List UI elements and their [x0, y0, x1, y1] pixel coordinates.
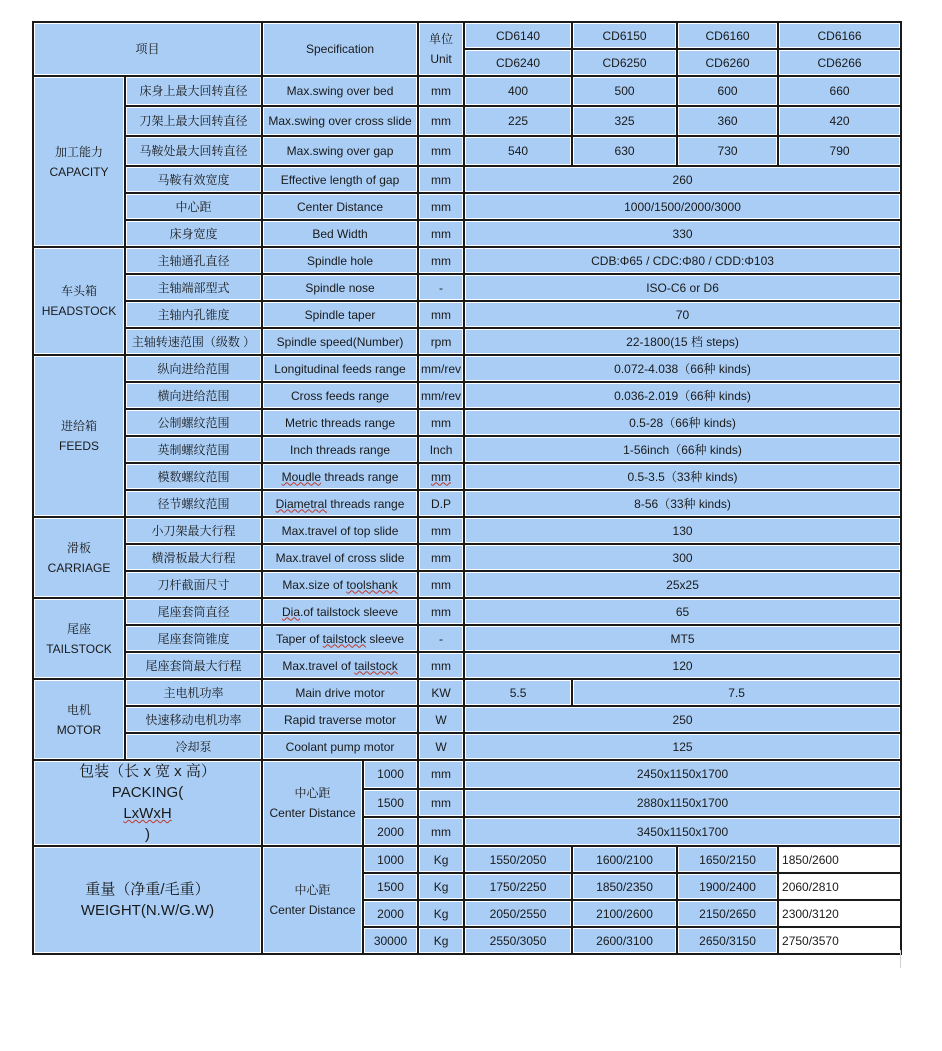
header-unit-en: Unit — [430, 52, 452, 66]
table-row — [33, 409, 901, 436]
value-span: 260 — [464, 166, 901, 193]
row-unit: mm/rev — [418, 382, 464, 409]
row-unit: mm — [418, 789, 464, 818]
section-weight — [33, 846, 262, 954]
header-item: 项目 — [33, 22, 262, 76]
section-feeds — [33, 355, 125, 517]
table-row — [33, 136, 901, 166]
row-en-post: threads range — [327, 496, 405, 511]
section-motor — [33, 679, 125, 760]
model-top: CD6166 — [778, 22, 901, 49]
table-row — [33, 733, 901, 760]
row-en-post: .of tailstock sleeve — [300, 604, 399, 619]
value-cell: 2650/3150 — [677, 927, 778, 954]
value-cell: 1900/2400 — [677, 873, 778, 900]
value-span: 1000/1500/2000/3000 — [464, 193, 901, 220]
row-unit: D.P — [418, 490, 464, 517]
cd-value: 2000 — [363, 900, 418, 927]
table-row — [33, 166, 901, 193]
row-en-wavy: toolshank — [346, 577, 398, 592]
row-unit: Inch — [418, 436, 464, 463]
value-cell: 790 — [778, 136, 901, 166]
value-span: 70 — [464, 301, 901, 328]
value-cell: 2550/3050 — [464, 927, 572, 954]
value-cell: 1550/2050 — [464, 846, 572, 873]
table-row — [33, 625, 901, 652]
table-row — [33, 571, 901, 598]
row-cn: 中心距 — [125, 193, 262, 220]
cd-cn: 中心距 — [294, 786, 331, 800]
row-cn: 小刀架最大行程 — [125, 517, 262, 544]
model-top: CD6160 — [677, 22, 778, 49]
cd-value: 1000 — [363, 846, 418, 873]
value-cell: 540 — [464, 136, 572, 166]
row-unit: mm — [418, 544, 464, 571]
row-en: Max.travel of cross slide — [262, 544, 418, 571]
section-cn: 包装（长 x 宽 x 高） — [79, 763, 216, 780]
table-row — [33, 301, 901, 328]
table-row — [33, 436, 901, 463]
row-en: Center Distance — [262, 193, 418, 220]
row-en-wavy: Moudle — [281, 469, 321, 484]
header-row — [33, 22, 901, 49]
section-en: CARRIAGE — [47, 560, 111, 575]
row-en: Cross feeds range — [262, 382, 418, 409]
row-unit: mm — [418, 166, 464, 193]
row-cn: 主轴通孔直径 — [125, 247, 262, 274]
row-en-pre: Max.travel of — [282, 658, 355, 673]
table-row — [33, 328, 901, 355]
value-span: 8-56（33种 kinds) — [464, 490, 901, 517]
spec-table — [32, 21, 902, 955]
value-cell: 500 — [572, 76, 677, 106]
row-unit: mm — [418, 652, 464, 679]
row-unit: Kg — [418, 927, 464, 954]
value-cell: 400 — [464, 76, 572, 106]
table-row — [33, 760, 901, 789]
section-cn: 加工能力 — [54, 144, 103, 159]
cd-value: 1500 — [363, 789, 418, 818]
cd-value: 1000 — [363, 760, 418, 789]
row-cn: 径节螺纹范围 — [125, 490, 262, 517]
row-en-post: threads range — [321, 469, 399, 484]
value-span: 3450x1150x1700 — [464, 817, 901, 846]
value-cell: 1850/2600 — [778, 846, 901, 873]
value-span: 2880x1150x1700 — [464, 789, 901, 818]
row-cn: 马鞍处最大回转直径 — [125, 136, 262, 166]
section-cn: 进给箱 — [60, 419, 97, 433]
row-cn: 刀杆截面尺寸 — [125, 571, 262, 598]
table-row — [33, 193, 901, 220]
row-cn: 横滑板最大行程 — [125, 544, 262, 571]
value-cell: 1600/2100 — [572, 846, 677, 873]
row-unit: mm/rev — [418, 355, 464, 382]
value-span: 250 — [464, 706, 901, 733]
row-en — [262, 625, 418, 652]
row-unit: mm — [418, 106, 464, 136]
row-cn: 冷却泵 — [125, 733, 262, 760]
row-en: Spindle nose — [262, 274, 418, 301]
cd-en: Center Distance — [269, 903, 356, 917]
value-span: CDB:Φ65 / CDC:Φ80 / CDD:Φ103 — [464, 247, 901, 274]
row-cn: 英制螺纹范围 — [125, 436, 262, 463]
model-top: CD6140 — [464, 22, 572, 49]
value-cell: 5.5 — [464, 679, 572, 706]
model-top: CD6150 — [572, 22, 677, 49]
row-unit-wavy: mm — [431, 469, 452, 484]
value-cell: 325 — [572, 106, 677, 136]
section-cn: 车头箱 — [60, 284, 97, 298]
row-cn: 床身上最大回转直径 — [125, 76, 262, 106]
value-cell: 2600/3100 — [572, 927, 677, 954]
row-unit: KW — [418, 679, 464, 706]
section-cn: 尾座 — [66, 621, 91, 636]
row-unit: - — [418, 274, 464, 301]
value-cell: 1850/2350 — [572, 873, 677, 900]
row-en: Spindle speed(Number) — [262, 328, 418, 355]
value-span: 7.5 — [572, 679, 901, 706]
row-en: Metric threads range — [262, 409, 418, 436]
row-en-wavy: Diametral — [275, 496, 327, 511]
section-capacity — [33, 76, 125, 247]
row-unit: mm — [418, 247, 464, 274]
value-span: ISO-C6 or D6 — [464, 274, 901, 301]
row-unit: mm — [418, 193, 464, 220]
value-cell: 2050/2550 — [464, 900, 572, 927]
value-cell: 1650/2150 — [677, 846, 778, 873]
value-cell: 225 — [464, 106, 572, 136]
row-unit: mm — [418, 136, 464, 166]
value-cell: 2750/3570 — [778, 927, 901, 954]
value-span: 125 — [464, 733, 901, 760]
section-cn: 重量（净重/毛重） — [85, 881, 210, 898]
row-en: Longitudinal feeds range — [262, 355, 418, 382]
row-en — [262, 652, 418, 679]
row-unit: Kg — [418, 873, 464, 900]
model-bottom: CD6250 — [572, 49, 677, 76]
row-unit: - — [418, 625, 464, 652]
value-span: 0.072-4.038（66种 kinds) — [464, 355, 901, 382]
row-unit: W — [418, 733, 464, 760]
page-edge-mark — [900, 950, 901, 968]
row-unit: Kg — [418, 900, 464, 927]
section-carriage — [33, 517, 125, 598]
value-cell: 420 — [778, 106, 901, 136]
value-span: 0.036-2.019（66种 kinds) — [464, 382, 901, 409]
row-cn: 马鞍有效宽度 — [125, 166, 262, 193]
value-span: 1-56inch（66种 kinds) — [464, 436, 901, 463]
cd-en: Center Distance — [269, 806, 356, 820]
value-span: 130 — [464, 517, 901, 544]
row-en — [262, 598, 418, 625]
value-cell: 2100/2600 — [572, 900, 677, 927]
row-en: Main drive motor — [262, 679, 418, 706]
row-cn: 主轴端部型式 — [125, 274, 262, 301]
section-en: WEIGHT(N.W/G.W) — [80, 902, 215, 919]
value-span: 330 — [464, 220, 901, 247]
table-row — [33, 598, 901, 625]
model-bottom: CD6240 — [464, 49, 572, 76]
row-unit: Kg — [418, 846, 464, 873]
row-unit: mm — [418, 301, 464, 328]
row-en: Bed Width — [262, 220, 418, 247]
row-cn: 模数螺纹范围 — [125, 463, 262, 490]
value-span: 22-1800(15 档 steps) — [464, 328, 901, 355]
value-cell: 2300/3120 — [778, 900, 901, 927]
table-row — [33, 106, 901, 136]
model-bottom: CD6266 — [778, 49, 901, 76]
table-row — [33, 846, 901, 873]
row-en-wavy: tailstock — [354, 658, 398, 673]
row-en — [262, 463, 418, 490]
row-unit: mm — [418, 220, 464, 247]
header-unit — [418, 22, 464, 76]
row-cn: 床身宽度 — [125, 220, 262, 247]
table-row — [33, 517, 901, 544]
cd-cn: 中心距 — [294, 883, 331, 897]
value-cell: 360 — [677, 106, 778, 136]
value-cell: 1750/2250 — [464, 873, 572, 900]
value-cell: 2060/2810 — [778, 873, 901, 900]
row-en: Max.swing over gap — [262, 136, 418, 166]
value-span: 0.5-28（66种 kinds) — [464, 409, 901, 436]
row-en: Spindle hole — [262, 247, 418, 274]
row-cn: 主电机功率 — [125, 679, 262, 706]
section-tailstock — [33, 598, 125, 679]
value-span: 65 — [464, 598, 901, 625]
table-row — [33, 652, 901, 679]
row-en: Max.swing over cross slide — [262, 106, 418, 136]
row-cn: 尾座套筒最大行程 — [125, 652, 262, 679]
row-en: Spindle taper — [262, 301, 418, 328]
header-spec: Specification — [262, 22, 418, 76]
row-cn: 尾座套筒锥度 — [125, 625, 262, 652]
row-en: Max.travel of top slide — [262, 517, 418, 544]
section-en: TAILSTOCK — [46, 641, 112, 656]
value-cell: 2150/2650 — [677, 900, 778, 927]
section-cn: 电机 — [66, 702, 91, 717]
value-cell: 730 — [677, 136, 778, 166]
table-row — [33, 76, 901, 106]
table-row — [33, 490, 901, 517]
center-distance-label — [262, 760, 363, 846]
row-unit: mm — [418, 517, 464, 544]
cd-value: 2000 — [363, 817, 418, 846]
table-row — [33, 706, 901, 733]
value-span: MT5 — [464, 625, 901, 652]
row-unit: rpm — [418, 328, 464, 355]
row-cn: 纵向进给范围 — [125, 355, 262, 382]
row-cn: 主轴转速范围（级数 ） — [125, 328, 262, 355]
center-distance-label — [262, 846, 363, 954]
row-unit: mm — [418, 409, 464, 436]
row-cn: 快速移动电机功率 — [125, 706, 262, 733]
row-unit: mm — [418, 760, 464, 789]
row-cn: 尾座套筒直径 — [125, 598, 262, 625]
row-en: Rapid traverse motor — [262, 706, 418, 733]
row-unit — [418, 463, 464, 490]
row-en-wavy: Dia — [281, 604, 300, 619]
row-unit: mm — [418, 571, 464, 598]
section-en-wavy: LxWxH — [123, 805, 172, 822]
row-cn: 刀架上最大回转直径 — [125, 106, 262, 136]
row-cn: 公制螺纹范围 — [125, 409, 262, 436]
row-unit: mm — [418, 598, 464, 625]
table-row — [33, 220, 901, 247]
row-unit: W — [418, 706, 464, 733]
row-unit: mm — [418, 76, 464, 106]
value-span: 120 — [464, 652, 901, 679]
section-en-pre: PACKING( — [111, 784, 184, 801]
row-cn: 主轴内孔锥度 — [125, 301, 262, 328]
row-en: Inch threads range — [262, 436, 418, 463]
row-en: Coolant pump motor — [262, 733, 418, 760]
header-unit-cn: 单位 — [429, 32, 454, 46]
table-row — [33, 544, 901, 571]
section-en: MOTOR — [56, 722, 102, 737]
section-en: HEADSTOCK — [41, 304, 117, 318]
value-span: 0.5-3.5（33种 kinds) — [464, 463, 901, 490]
value-cell: 660 — [778, 76, 901, 106]
row-en-wavy: tailstock — [322, 631, 367, 646]
row-en — [262, 490, 418, 517]
row-en: Effective length of gap — [262, 166, 418, 193]
value-cell: 600 — [677, 76, 778, 106]
value-cell: 630 — [572, 136, 677, 166]
section-en — [36, 782, 259, 845]
section-packing — [33, 760, 262, 846]
row-en-pre: Max.size of — [282, 577, 347, 592]
section-cn: 滑板 — [66, 540, 91, 555]
table-row — [33, 274, 901, 301]
row-en-post: sleeve — [366, 631, 405, 646]
section-headstock — [33, 247, 125, 355]
table-row — [33, 679, 901, 706]
cd-value: 30000 — [363, 927, 418, 954]
value-span: 25x25 — [464, 571, 901, 598]
value-span: 300 — [464, 544, 901, 571]
table-row — [33, 247, 901, 274]
row-en — [262, 571, 418, 598]
table-row — [33, 463, 901, 490]
row-en: Max.swing over bed — [262, 76, 418, 106]
section-en: FEEDS — [58, 439, 99, 453]
table-row — [33, 355, 901, 382]
row-unit: mm — [418, 817, 464, 846]
section-en-post: ) — [145, 826, 150, 843]
table-row — [33, 382, 901, 409]
row-en-pre: Taper of — [275, 631, 323, 646]
cd-value: 1500 — [363, 873, 418, 900]
row-cn: 横向进给范围 — [125, 382, 262, 409]
section-en: CAPACITY — [49, 164, 109, 179]
model-bottom: CD6260 — [677, 49, 778, 76]
value-span: 2450x1150x1700 — [464, 760, 901, 789]
